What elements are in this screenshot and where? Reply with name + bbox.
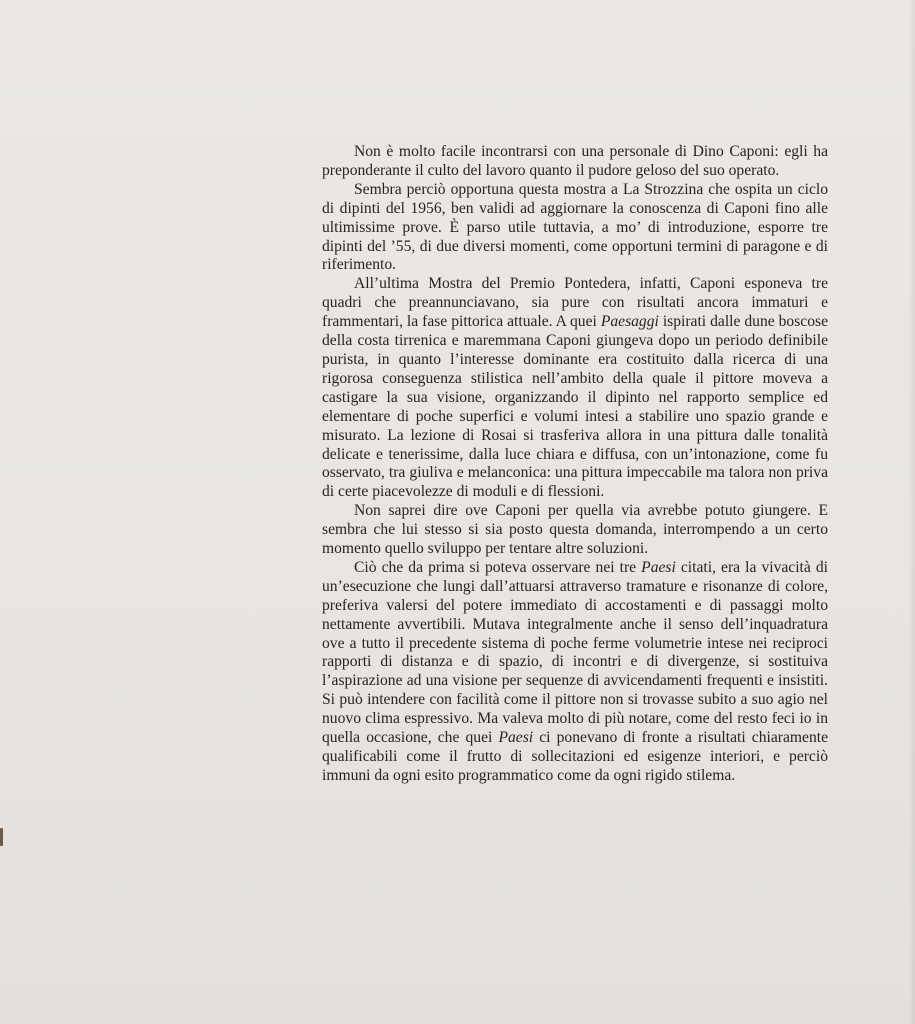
body-text <box>322 143 828 786</box>
paragraph-3-text-a: All’ultima Mostra del Premio Pontedera, infatti, Caponi esponeva tre quadri che preannunciavano, sia pure con risultati ancora immaturi e frammentari, la fase pittorica attuale. A quei <box>322 275 828 331</box>
paragraph-5-text-a: Ciò che da prima si poteva osservare nei tre <box>354 558 642 576</box>
paragraph-2 <box>322 181 828 276</box>
paragraph-5-italic-paesi-2: Paesi <box>498 729 534 747</box>
paragraph-3-italic-paesaggi: Paesaggi <box>600 313 659 331</box>
paragraph-5-italic-paesi-1: Paesi <box>641 558 676 576</box>
paragraph-3 <box>322 275 828 502</box>
paragraph-4-text: Non saprei dire ove Caponi per quella via avrebbe potuto giungere. E sembra che lui stesso si sia posto questa domanda, interrompendo a un certo momento quello sviluppo per tentare altre soluzioni. <box>322 502 828 558</box>
paragraph-5-text-b: citati, era la vivacità di un’esecuzione che lungi dall’attuarsi attraverso tramature e risonanze di colore, preferiva valersi del potere immediato di accostamenti e di passaggi molto nettamente avvertibili. Mutava integralmente anche il senso dell’inquadratura ove a tutto il precedente sistema di poche ferme volumetrie intese nei reciproci rapporti di distanza e di spazio, di incontri e di divergenze, si sostituiva l’aspirazione ad una visione per sequenze di avvicendamenti frequenti e insistiti. Si può intendere con facilità come il pittore non si trovasse subito a suo agio nel nuovo clima espressivo. Ma valeva molto di più notare, come del resto feci io in quella occasione, che quei <box>322 558 828 747</box>
paragraph-5 <box>322 559 828 786</box>
paragraph-4 <box>322 502 828 559</box>
page-edge-shadow <box>909 0 915 1024</box>
paragraph-2-text: Sembra perciò opportuna questa mostra a La Strozzina che ospita un ciclo di dipinti del 1956, ben validi ad aggiornare la conoscenza di Caponi fino alle ultimissime prove. È parso utile tuttavia, a mo’ di introduzione, esporre tre dipinti del ’55, di due diversi momenti, come opportuni termini di paragone e di riferimento. <box>322 180 828 274</box>
paragraph-3-text-b: ispirati dalle dune boscose della costa tirrenica e maremmana Caponi giungeva dopo un periodo definibile purista, in quanto l’interesse dominante era costituito dalla ricerca di una rigorosa conseguenza stilistica nell’ambito della quale il pittore moveva a castigare la sua visione, organizzando il dipinto nel rapporto semplice ed elementare di poche superfici e volumi intesi a stabilire uno spazio grande e misurato. La lezione di Rosai si trasferiva allora in una pittura dalle tonalità delicate e tenerissime, dalla luce chiara e diffusa, con un’intonazione, come fu osservato, tra giuliva e melanconica: una pittura impeccabile ma talora non priva di certe piacevolezze di moduli e di flessioni. <box>322 313 828 501</box>
paragraph-1-text: Non è molto facile incontrarsi con una personale di Dino Caponi: egli ha preponderante il culto del lavoro quanto il pudore geloso del suo operato. <box>322 143 828 179</box>
paragraph-1 <box>322 143 828 181</box>
paragraph-5-text-c: ci ponevano di fronte a risultati chiaramente qualificabili come il frutto di sollecitazioni ed esigenze interiori, e perciò immuni da ogni esito programmatico come da ogni rigido stilema. <box>322 729 828 784</box>
binding-mark <box>0 828 3 846</box>
